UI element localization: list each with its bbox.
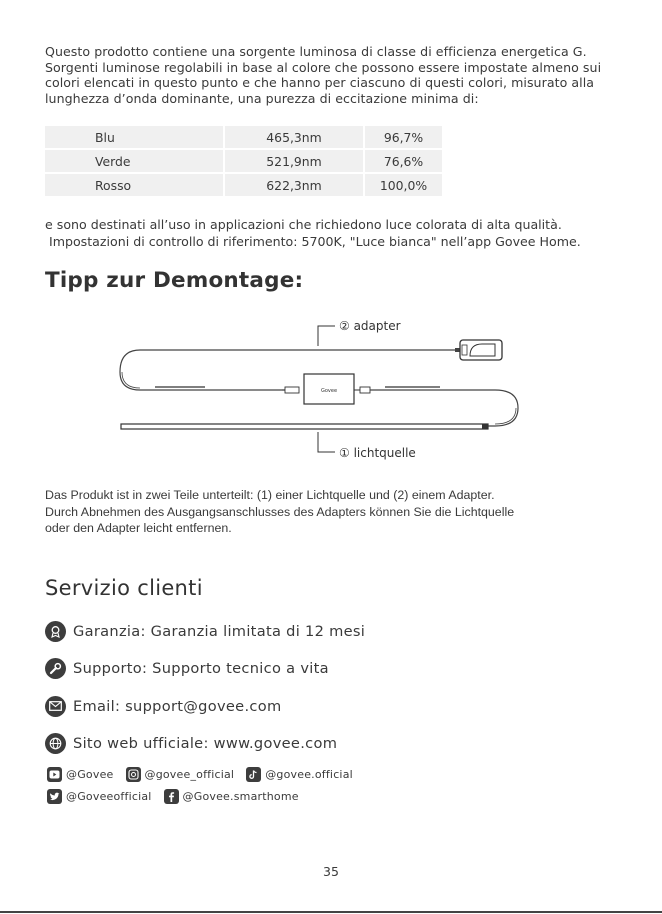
note-line: Impostazioni di controllo di riferimento: 5700K, "Luce bianca" nell’app Govee Home. <box>45 234 581 249</box>
adapter-leader-line <box>318 326 335 346</box>
warranty-text: Garanzia: Garanzia limitata di 12 mesi <box>73 622 366 640</box>
mail-icon <box>45 696 66 717</box>
social-row-1 <box>47 767 353 782</box>
table-cell: 622,3nm <box>225 174 365 196</box>
support-text: Supporto: Supporto tecnico a vita <box>73 659 329 677</box>
facebook-icon <box>164 789 179 804</box>
disassembly-diagram <box>110 312 530 472</box>
social-row-2 <box>47 789 299 804</box>
table-cell: 465,3nm <box>225 126 365 148</box>
email-text[interactable]: Email: support@govee.com <box>73 697 282 715</box>
adapter-label: ② adapter <box>339 319 401 333</box>
intro-line: colori elencati in questo punto e che hanno per ciascuno di questi colori, misurato alla <box>45 75 595 91</box>
intro-line: lunghezza d’onda dominante, una purezza di eccitazione minima di: <box>45 90 479 106</box>
twitter-handle[interactable]: @Goveeofficial <box>66 790 152 803</box>
usage-note <box>45 216 581 250</box>
light-strip <box>121 424 488 429</box>
disassembly-heading: Tipp zur Demontage: <box>45 268 304 293</box>
instagram-icon <box>126 767 141 782</box>
instagram-handle[interactable]: @govee_official <box>144 768 235 781</box>
facebook-handle[interactable]: @Govee.smarthome <box>182 790 299 803</box>
table-cell: Blu <box>45 126 225 148</box>
page-number: 35 <box>323 864 339 879</box>
text-line: Das Produkt ist in zwei Teile unterteilt: (1) einer Lichtquelle und (2) einem Adapter. <box>45 488 495 502</box>
note-line: e sono destinati all’uso in applicazioni che richiedono luce colorata di alta qualità. <box>45 217 562 232</box>
warranty-icon <box>45 621 66 642</box>
service-heading: Servizio clienti <box>45 576 203 600</box>
power-adapter-plug <box>455 340 502 360</box>
table-cell: 100,0% <box>365 174 442 196</box>
support-row <box>45 656 329 680</box>
light-leader-line <box>318 432 335 452</box>
table-cell: 76,6% <box>365 150 442 172</box>
warranty-row <box>45 619 365 643</box>
color-purity-table <box>45 124 442 198</box>
table-cell: Rosso <box>45 174 225 196</box>
table-cell: Verde <box>45 150 225 172</box>
light-cable <box>370 390 518 426</box>
youtube-handle[interactable]: @Govee <box>66 768 114 781</box>
text-line: oder den Adapter leicht entfernen. <box>45 521 232 535</box>
youtube-icon <box>47 767 62 782</box>
disassembly-text <box>45 487 514 537</box>
table-cell: 96,7% <box>365 126 442 148</box>
bottom-rule <box>0 911 662 913</box>
table-row <box>45 174 442 196</box>
tiktok-handle[interactable]: @govee.official <box>265 768 353 781</box>
table-row <box>45 150 442 172</box>
light-label: ① lichtquelle <box>339 446 416 460</box>
intro-paragraph <box>45 44 635 106</box>
website-text[interactable]: Sito web ufficiale: www.govee.com <box>73 734 338 752</box>
table-cell: 521,9nm <box>225 150 365 172</box>
table-row <box>45 126 442 148</box>
power-cable <box>120 350 455 390</box>
text-line: Durch Abnehmen des Ausgangsanschlusses des Adapters können Sie die Lichtquelle <box>45 504 515 519</box>
email-row <box>45 694 281 718</box>
twitter-icon <box>47 789 62 804</box>
tiktok-icon <box>246 767 261 782</box>
intro-line: Questo prodotto contiene una sorgente luminosa di classe di efficienza energetica G. <box>45 44 587 59</box>
website-row <box>45 731 337 755</box>
intro-line: Sorgenti luminose regolabili in base al colore che possono essere impostate almeno sui <box>45 59 602 75</box>
globe-icon <box>45 733 66 754</box>
wrench-icon <box>45 658 66 679</box>
box-brand: Govee <box>320 388 338 394</box>
